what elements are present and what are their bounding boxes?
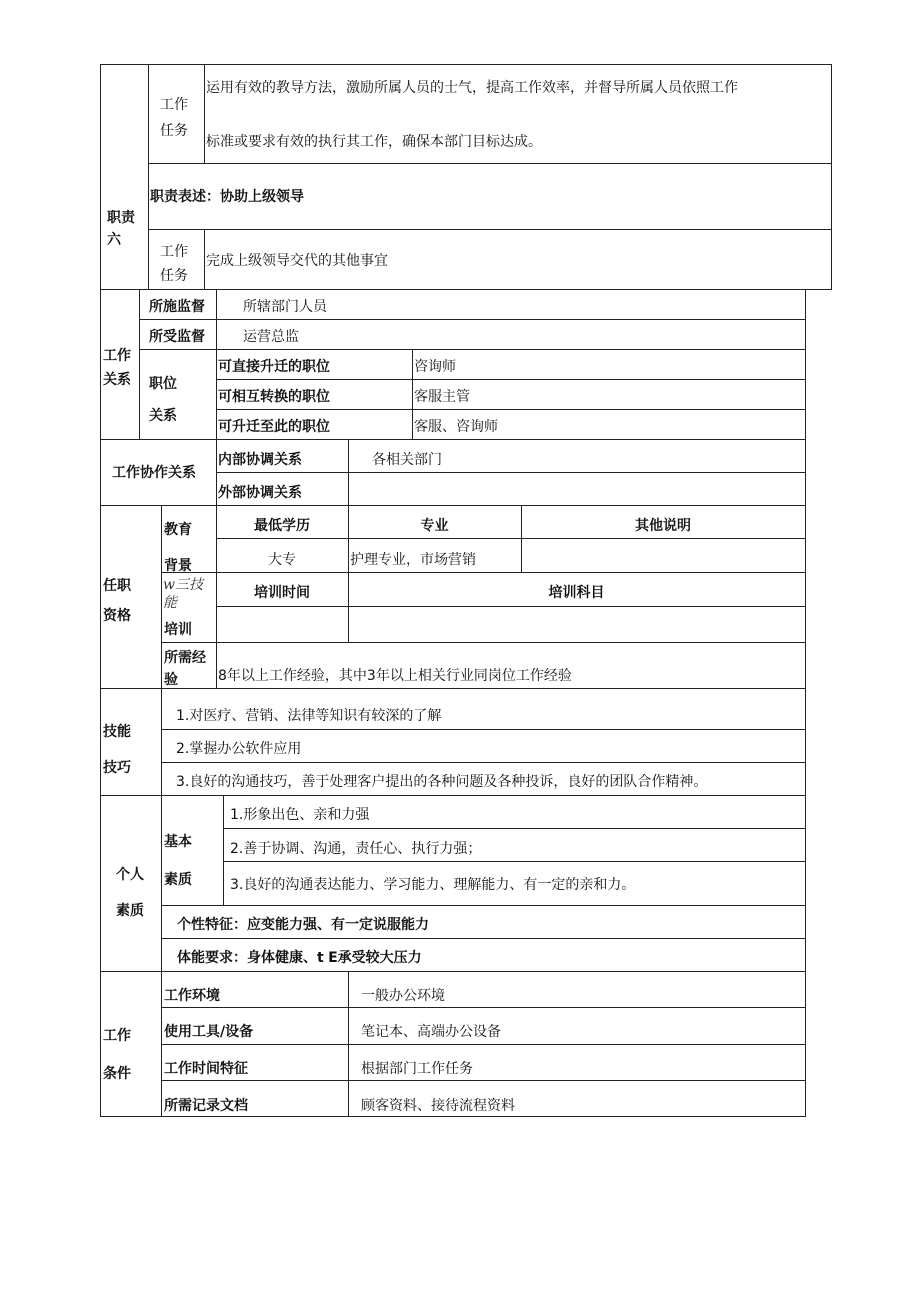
condition-label: 工作环境: [164, 988, 220, 1004]
position-relation-label: 职位 关系: [149, 376, 177, 424]
min-education-value: 大专: [268, 552, 296, 568]
header-training-subject: 培训科目: [548, 585, 605, 601]
rotate-value: 客服主管: [414, 389, 470, 405]
condition-value: 笔记本、高端办公设备: [361, 1024, 501, 1040]
promote-label: 可直接升迁的职位: [218, 359, 330, 375]
physical-requirement: 体能要求：身体健康、t E承受较大压力: [177, 950, 422, 966]
basic-quality-item: 3.良好的沟通表达能力、学习能力、理解能力、有一定的亲和力。: [230, 877, 636, 893]
supervised-label: 所受监督: [149, 329, 205, 345]
training-label-top: w三技 能: [163, 577, 203, 611]
promote-from-value: 客服、咨询师: [414, 419, 498, 435]
work-relations-label: 工作 关系: [103, 348, 131, 388]
experience-label: 所需经 验: [164, 650, 206, 688]
promote-from-label: 可升迁至此的职位: [218, 419, 330, 435]
condition-label: 使用工具/设备: [164, 1024, 254, 1040]
header-min-education: 最低学历: [254, 518, 310, 534]
header-training-time: 培训时间: [254, 585, 310, 601]
coordination-label: 工作协作关系: [112, 465, 196, 481]
duty5-task-line1: 运用有效的教导方法，激励所属人员的士气，提高工作效率，并督导所属人员依照工作: [206, 80, 738, 96]
rotate-label: 可相互转换的职位: [218, 389, 330, 405]
skill-item: 2.掌握办公软件应用: [176, 741, 302, 757]
internal-coordination-label: 内部协调关系: [218, 452, 302, 468]
education-label: 教育 背景: [164, 522, 192, 574]
header-major: 专业: [420, 518, 449, 534]
duty6-task: 完成上级领导交代的其他事宜: [206, 253, 388, 269]
internal-coordination-value: 各相关部门: [372, 452, 442, 468]
external-coordination-label: 外部协调关系: [218, 485, 302, 501]
supervised-value: 运营总监: [243, 329, 299, 345]
duty6-description: 职责表述：协助上级领导: [150, 189, 304, 205]
condition-label: 工作时间特征: [164, 1061, 248, 1077]
basic-quality-item: 1.形象出色、亲和力强: [230, 807, 370, 823]
personality-trait: 个性特征：应变能力强、有一定说服能力: [177, 917, 429, 933]
major-value: 护理专业，市场营销: [350, 552, 476, 568]
skill-item: 1.对医疗、营销、法律等知识有较深的了解: [176, 708, 442, 724]
experience-value: 8年以上工作经验，其中3年以上相关行业同岗位工作经验: [218, 668, 572, 684]
header-other: 其他说明: [635, 518, 691, 534]
duty5-task-label: 工作 任务: [160, 97, 188, 139]
duty6-task-label: 工作 任务: [160, 244, 188, 284]
condition-value: 一般办公环境: [361, 988, 445, 1004]
duty6-label: 职责 六: [107, 210, 135, 248]
skill-item: 3.良好的沟通技巧，善于处理客户提出的各种问题及各种投诉，良好的团队合作精神。: [176, 774, 708, 790]
promote-value: 咨询师: [414, 359, 456, 375]
training-label-bottom: 培训: [164, 622, 192, 638]
condition-value: 顾客资料、接待流程资料: [361, 1098, 515, 1114]
skills-label: 技能 技巧: [103, 724, 131, 776]
supervise-value: 所辖部门人员: [243, 299, 327, 315]
condition-label: 所需记录文档: [164, 1098, 248, 1114]
condition-value: 根据部门工作任务: [361, 1061, 473, 1077]
supervise-label: 所施监督: [149, 299, 205, 315]
personal-label: 个人 素质: [116, 867, 144, 919]
basic-quality-label: 基本 素质: [164, 834, 192, 888]
basic-quality-item: 2.善于协调、沟通，责任心、执行力强；: [230, 841, 482, 857]
conditions-label: 工作 条件: [103, 1028, 131, 1082]
qualification-label: 任职 资格: [103, 578, 131, 624]
duty5-task-line2: 标准或要求有效的执行其工作，确保本部门目标达成。: [206, 134, 542, 150]
